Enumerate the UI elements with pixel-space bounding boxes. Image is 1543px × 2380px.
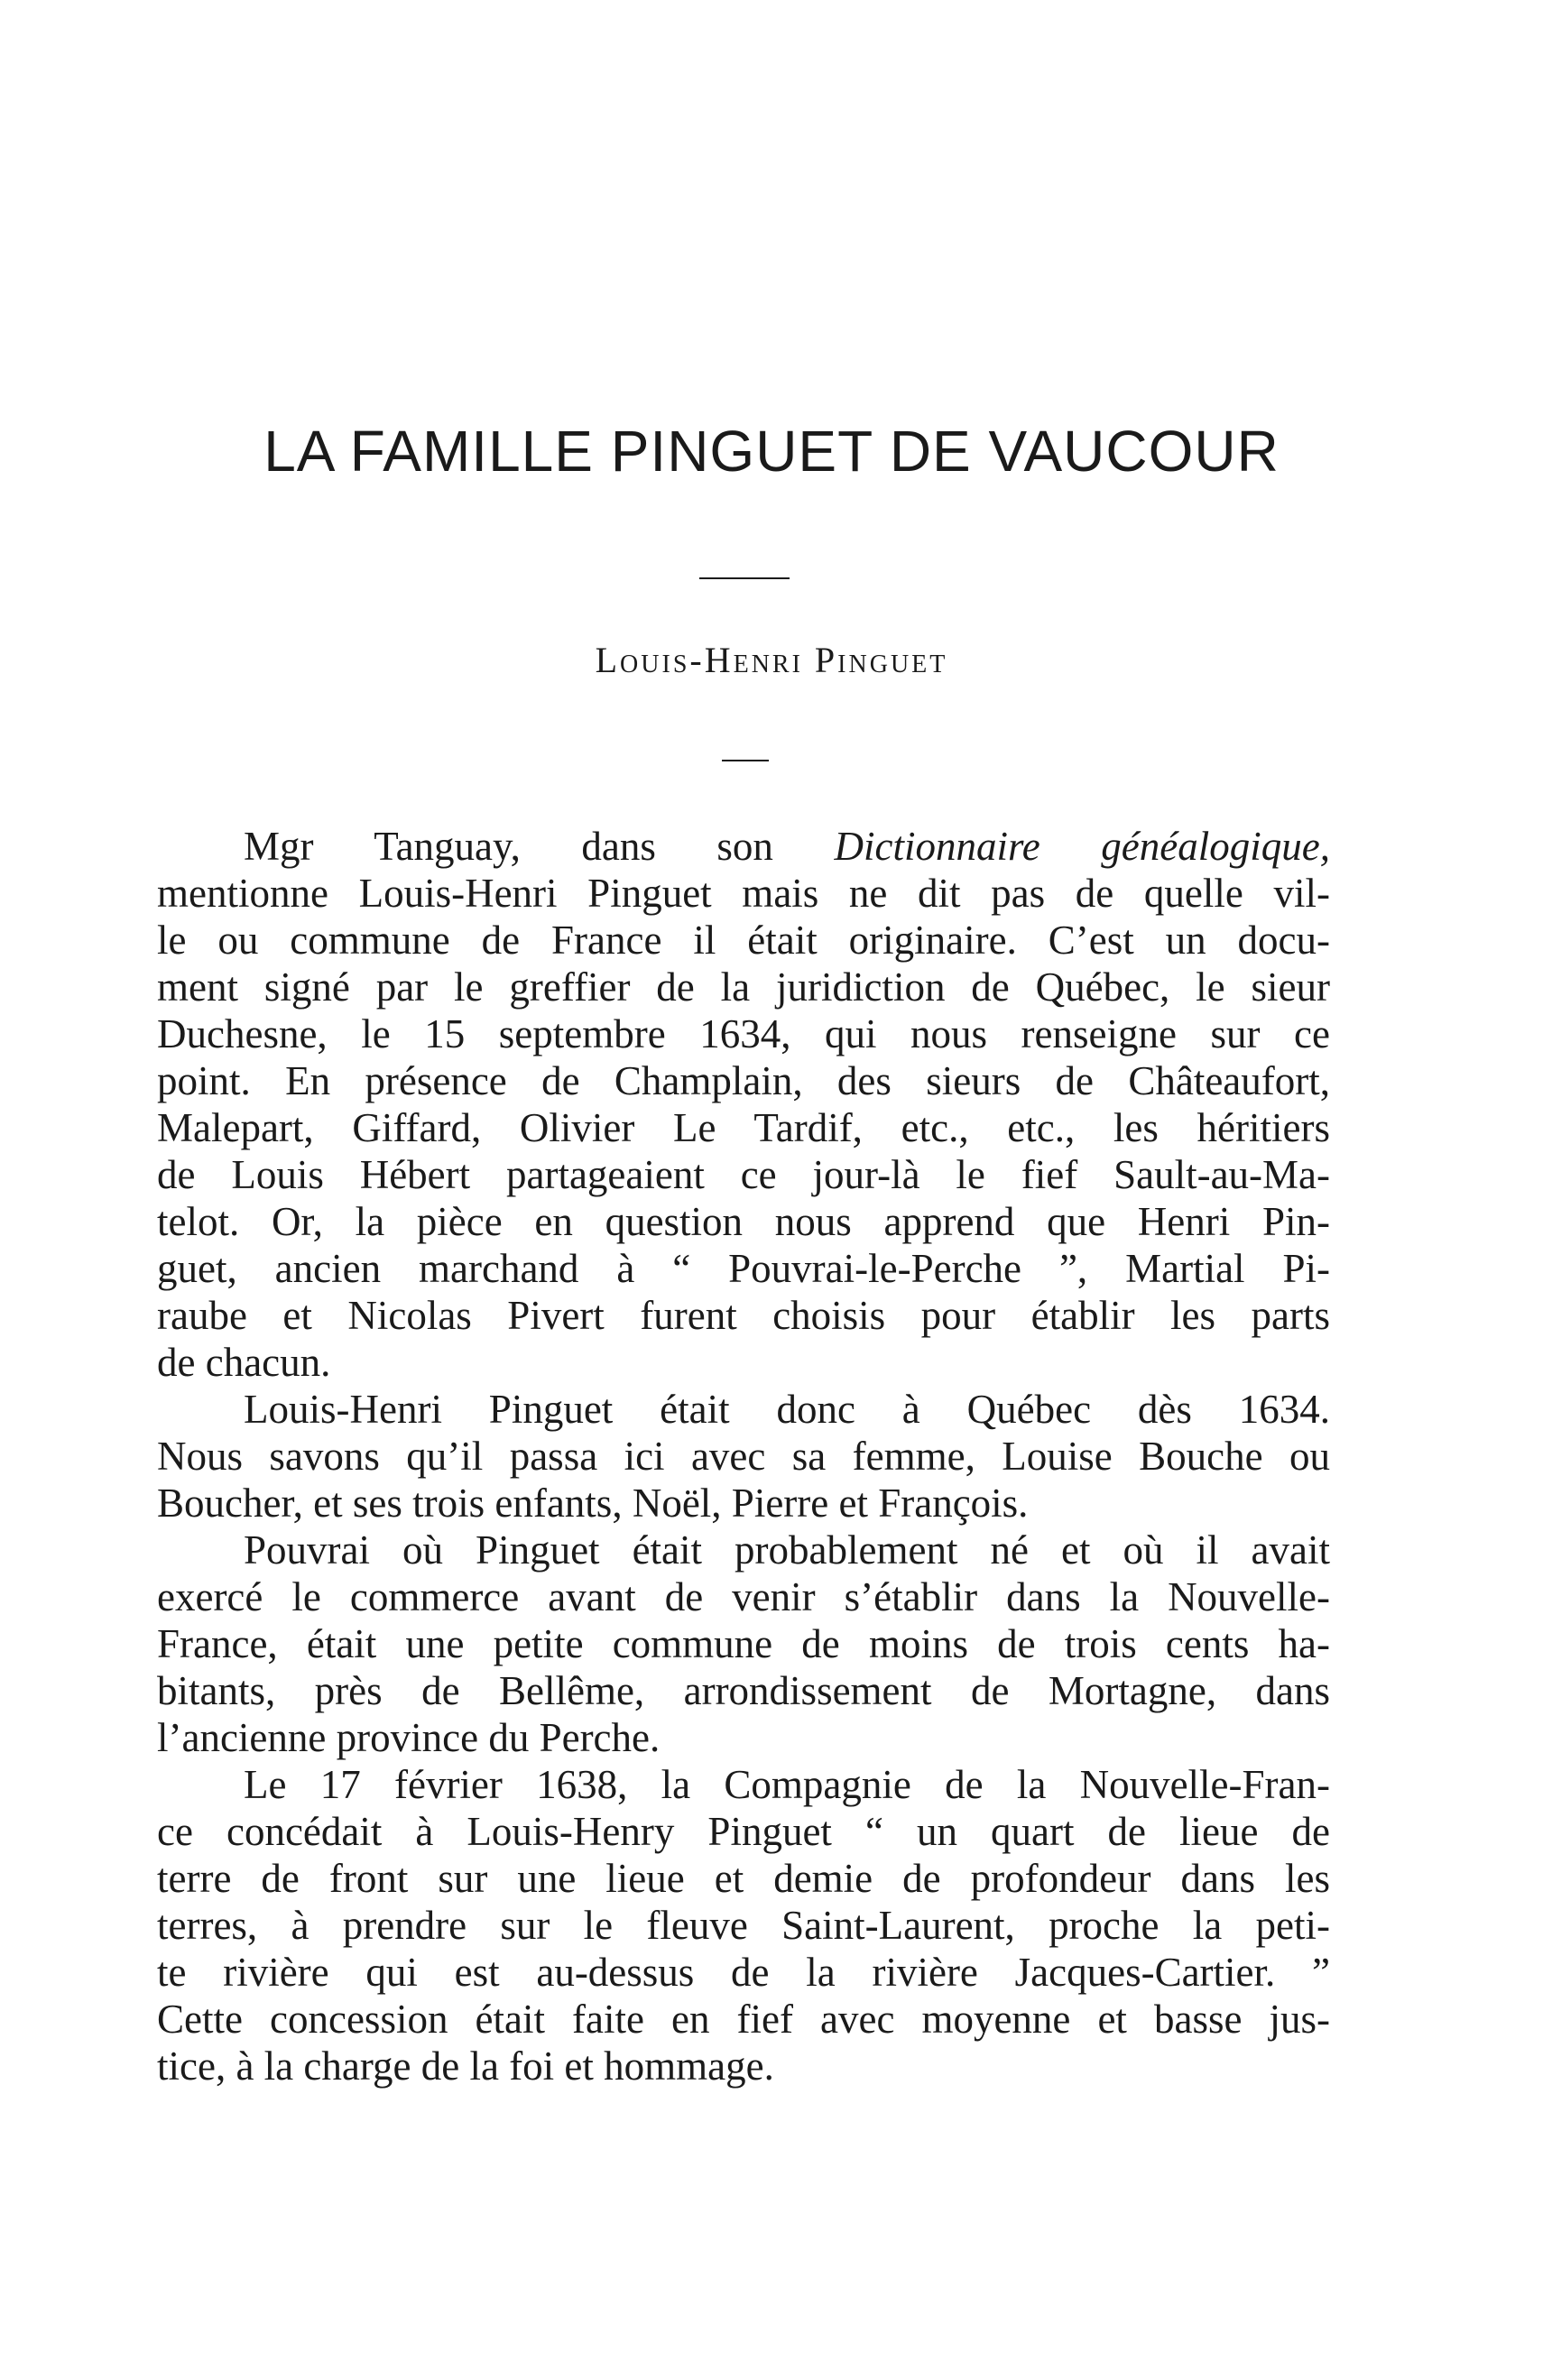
text-line: bitants, près de Bellême, arrondissement de Mortagne, dans	[157, 1668, 1330, 1713]
text-line: Nous savons qu’il passa ici avec sa femme, Louise Bouche ou	[157, 1434, 1330, 1479]
text-line: de Louis Hébert partageaient ce jour-là le fief Sault-au-Ma-	[157, 1152, 1330, 1197]
text-line: mentionne Louis-Henri Pinguet mais ne dit pas de quelle vil-	[157, 871, 1330, 916]
page-title: LA FAMILLE PINGUET DE VAUCOUR	[263, 419, 1280, 484]
text-line: Malepart, Giffard, Olivier Le Tardif, etc., etc., les héritiers	[157, 1105, 1330, 1150]
text-line: te rivière qui est au-dessus de la rivière Jacques-Cartier. ”	[157, 1950, 1330, 1995]
text-line: telot. Or, la pièce en question nous apprend que Henri Pin-	[157, 1199, 1330, 1244]
text-line: Mgr Tanguay, dans son Dictionnaire généalogique,	[244, 824, 1330, 869]
article-body	[157, 823, 1330, 2089]
text-line: guet, ancien marchand à “ Pouvrai-le-Perche ”, Martial Pi-	[157, 1246, 1330, 1291]
text-line: exercé le commerce avant de venir s’établir dans la Nouvelle-	[157, 1574, 1330, 1619]
text-line: point. En présence de Champlain, des sieurs de Châteaufort,	[157, 1058, 1330, 1103]
text-line: Le 17 février 1638, la Compagnie de la Nouvelle-Fran-	[244, 1762, 1330, 1807]
paragraph	[157, 1527, 1330, 1761]
text-line: le ou commune de France il était originaire. C’est un docu-	[157, 918, 1330, 963]
author-name: Louis-Henri Pinguet	[595, 640, 948, 680]
text-line: ce concédait à Louis-Henry Pinguet “ un quart de lieue de	[157, 1809, 1330, 1854]
italic-title: Dictionnaire généalogique,	[834, 824, 1330, 869]
text-line: de chacun.	[157, 1340, 331, 1385]
text-line: ment signé par le greffier de la juridiction de Québec, le sieur	[157, 964, 1330, 1010]
title-divider	[699, 577, 790, 579]
text-line: Cette concession était faite en fief avec moyenne et basse jus-	[157, 1997, 1330, 2042]
text-line: terre de front sur une lieue et demie de profondeur dans les	[157, 1856, 1330, 1901]
text-line: Pouvrai où Pinguet était probablement né et où il avait	[244, 1527, 1330, 1573]
paragraph	[157, 1386, 1330, 1527]
paragraph	[157, 1761, 1330, 2089]
text-line: tice, à la charge de la foi et hommage.	[157, 2043, 774, 2089]
text-line: France, était une petite commune de moins de trois cents ha-	[157, 1621, 1330, 1666]
author-divider	[722, 760, 769, 761]
text-line: Duchesne, le 15 septembre 1634, qui nous renseigne sur ce	[157, 1011, 1330, 1056]
text-line: terres, à prendre sur le fleuve Saint-Laurent, proche la peti-	[157, 1903, 1330, 1948]
text-line: raube et Nicolas Pivert furent choisis pour établir les parts	[157, 1293, 1330, 1338]
text-line: Louis-Henri Pinguet était donc à Québec dès 1634.	[244, 1387, 1330, 1432]
text-line: l’ancienne province du Perche.	[157, 1715, 661, 1760]
paragraph	[157, 823, 1330, 1386]
text-line: Boucher, et ses trois enfants, Noël, Pierre et François.	[157, 1481, 1029, 1526]
